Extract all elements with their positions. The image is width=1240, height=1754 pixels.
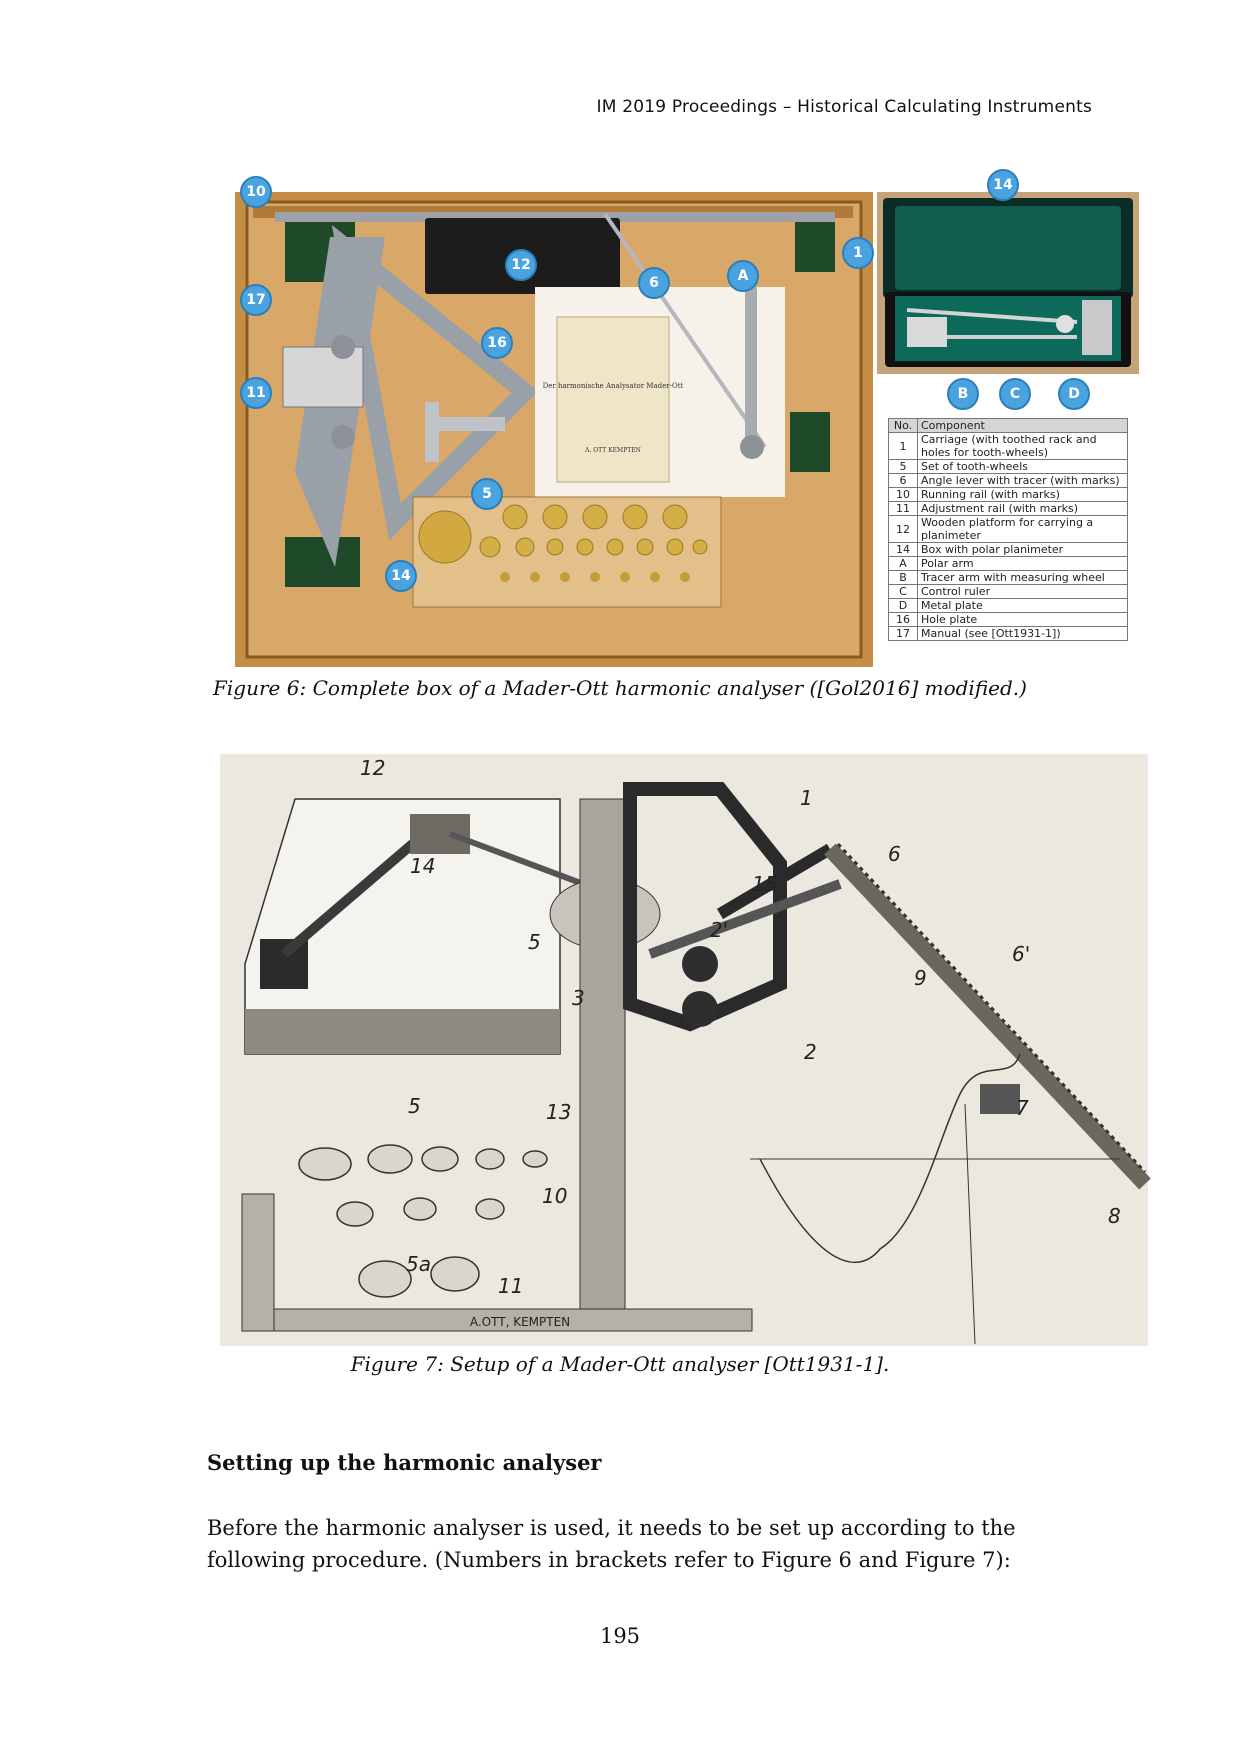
row-no: 6: [889, 474, 918, 488]
fig7-label-8: 8: [1108, 1204, 1121, 1228]
row-component: Running rail (with marks): [918, 488, 1128, 502]
row-no: 16: [889, 613, 918, 627]
row-component: Wooden platform for carrying a planimeter: [918, 516, 1128, 543]
fig7-label-5-lower: 5: [408, 1094, 421, 1118]
fig7-label-14: 14: [410, 854, 436, 878]
badge-C: C: [999, 378, 1031, 410]
row-no: B: [889, 571, 918, 585]
table-row: [889, 502, 1128, 516]
fig7-label-15: 15: [752, 872, 778, 896]
row-component: Polar arm: [918, 557, 1128, 571]
table-row: [889, 433, 1128, 460]
table-header-no: No.: [889, 419, 918, 433]
table-row: [889, 627, 1128, 641]
running-header: IM 2019 Proceedings – Historical Calculating Instruments: [596, 97, 1092, 117]
table-row: [889, 585, 1128, 599]
row-component: Carriage (with toothed rack and holes for tooth-wheels): [918, 433, 1128, 460]
table-row: [889, 599, 1128, 613]
fig7-label-7: 7: [1016, 1096, 1029, 1120]
badge-B: B: [947, 378, 979, 410]
figure6-illustration: [235, 192, 873, 667]
row-component: Control ruler: [918, 585, 1128, 599]
row-component: Set of tooth-wheels: [918, 460, 1128, 474]
body-paragraph: Before the harmonic analyser is used, it needs to be set up according to the following procedure. (Numbers in brackets refer to Figure 6 and Figure 7):: [207, 1516, 1016, 1572]
fig7-label-5a: 5a: [406, 1252, 431, 1276]
fig7-label-11: 11: [498, 1274, 524, 1298]
page-number: 195: [599, 1624, 641, 1648]
ruler-maker-text: A.OTT, KEMPTEN: [469, 1315, 571, 1329]
fig7-label-10: 10: [542, 1184, 568, 1208]
badge-12: 6: [638, 267, 670, 299]
manual-title-text: Der harmonische Analysator Mader-Ott: [542, 382, 684, 390]
row-no: 1: [889, 433, 918, 460]
badge-16: 11: [240, 377, 272, 409]
component-table: [888, 418, 1128, 641]
table-row: [889, 557, 1128, 571]
fig7-label-12: 12: [360, 756, 386, 780]
badge-14-planimeter: 14: [987, 169, 1019, 201]
figure7-caption: Figure 7: Setup of a Mader-Ott analyser [Ott1931-1].: [350, 1352, 890, 1376]
fig7-label-9: 9: [914, 966, 927, 990]
badge-A: 1: [842, 237, 874, 269]
row-component: Adjustment rail (with marks): [918, 502, 1128, 516]
row-component: Angle lever with tracer (with marks): [918, 474, 1128, 488]
row-component: Box with polar planimeter: [918, 543, 1128, 557]
table-row: [889, 613, 1128, 627]
row-component: Manual (see [Ott1931-1]): [918, 627, 1128, 641]
badge-10: 10: [240, 176, 272, 208]
row-no: 14: [889, 543, 918, 557]
badge-D: D: [1058, 378, 1090, 410]
table-header-component: Component: [918, 419, 1128, 433]
row-no: 11: [889, 502, 918, 516]
badge-14-box: 12: [505, 249, 537, 281]
fig7-label-6-prime: 6': [1012, 942, 1031, 966]
figure6-photo-box: [235, 184, 873, 667]
section-heading: Setting up the harmonic analyser: [207, 1450, 602, 1475]
row-no: 5: [889, 460, 918, 474]
planimeter-illustration: [877, 192, 1139, 374]
fig7-label-1: 1: [800, 786, 813, 810]
badge-5: 14: [385, 560, 417, 592]
figure7-illustration: [220, 754, 1148, 1346]
row-no: 10: [889, 488, 918, 502]
row-no: C: [889, 585, 918, 599]
fig7-label-2-prime: 2': [710, 918, 729, 942]
row-no: 17: [889, 627, 918, 641]
row-component: Tracer arm with measuring wheel: [918, 571, 1128, 585]
badge-11: 5: [471, 478, 503, 510]
row-no: D: [889, 599, 918, 613]
fig7-label-6: 6: [888, 842, 901, 866]
fig7-label-2: 2: [804, 1040, 817, 1064]
row-no: A: [889, 557, 918, 571]
figure6-caption: Figure 6: Complete box of a Mader-Ott harmonic analyser ([Gol2016] modified.): [213, 676, 1027, 700]
table-row: [889, 488, 1128, 502]
figure6-planimeter-photo: [853, 177, 1139, 374]
table-row: [889, 516, 1128, 543]
fig7-label-13: 13: [546, 1100, 572, 1124]
manual-publisher-text: A. OTT KEMPTEN: [585, 447, 641, 454]
row-component: Metal plate: [918, 599, 1128, 613]
fig7-label-5-upper: 5: [528, 930, 541, 954]
table-header-row: [889, 419, 1128, 433]
figure7-engraving: [220, 754, 1148, 1346]
table-row: [889, 474, 1128, 488]
badge-6: A: [727, 260, 759, 292]
badge-17: 16: [481, 327, 513, 359]
row-component: Hole plate: [918, 613, 1128, 627]
table-row: [889, 460, 1128, 474]
badge-1: 17: [240, 284, 272, 316]
row-no: 12: [889, 516, 918, 543]
fig7-label-3: 3: [572, 986, 585, 1010]
table-row: [889, 571, 1128, 585]
table-row: [889, 543, 1128, 557]
